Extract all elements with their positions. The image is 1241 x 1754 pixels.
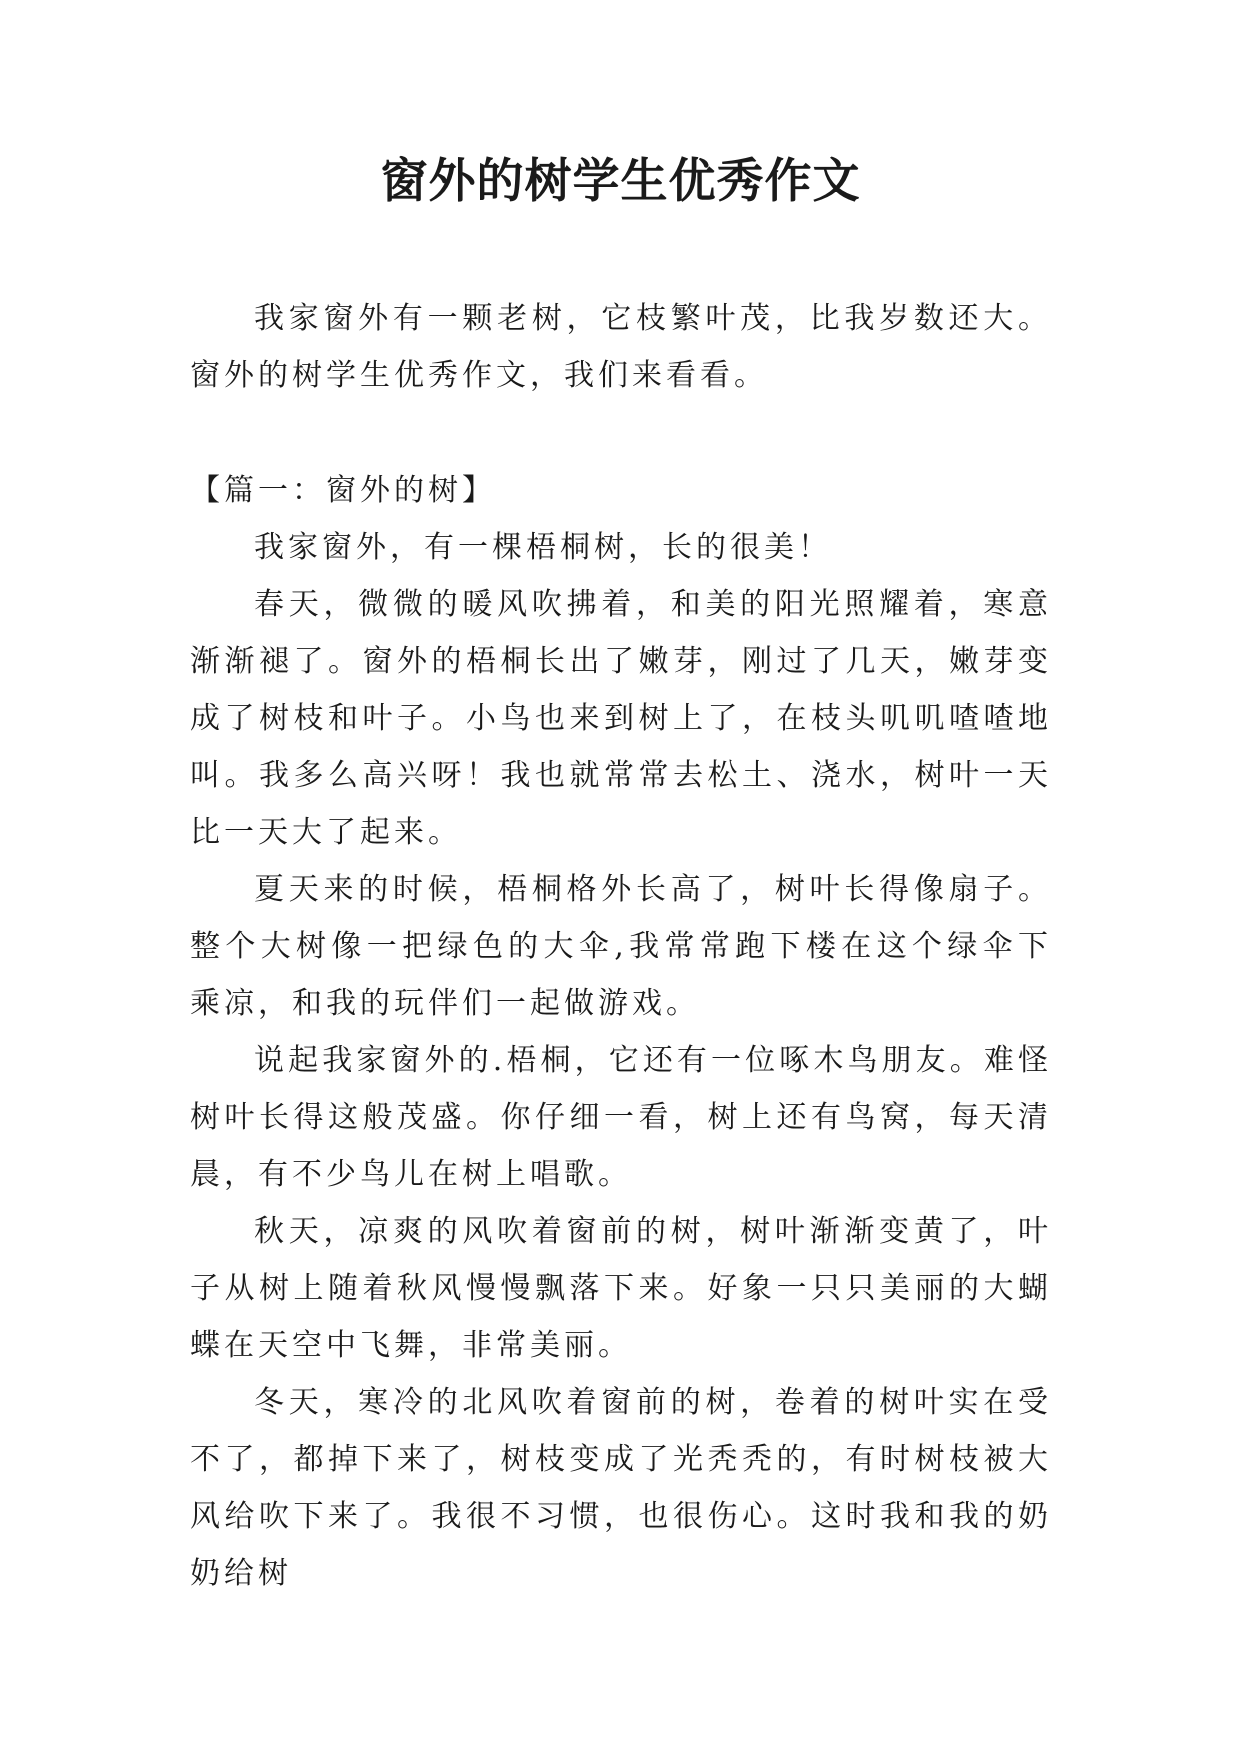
document-title: 窗外的树学生优秀作文 <box>380 154 861 209</box>
paragraph: 春天，微微的暖风吹拂着，和美的阳光照耀着，寒意渐渐褪了。窗外的梧桐长出了嫩芽，刚过了几天，嫩芽变成了树枝和叶子。小鸟也来到树上了，在枝头叽叽喳喳地叫。我多么高兴呀！我也就常常去松土、浇水，树叶一天比一天大了起来。 <box>190 587 1052 850</box>
paragraph: 说起我家窗外的.梧桐，它还有一位啄木鸟朋友。难怪树叶长得这般茂盛。你仔细一看，树上还有鸟窝，每天清晨，有不少鸟儿在树上唱歌。 <box>190 1043 1052 1192</box>
spacer <box>190 404 1052 462</box>
intro-paragraph: 我家窗外有一颗老树，它枝繁叶茂，比我岁数还大。窗外的树学生优秀作文，我们来看看。 <box>190 301 1052 393</box>
paragraph: 秋天，凉爽的风吹着窗前的树，树叶渐渐变黄了，叶子从树上随着秋风慢慢飘落下来。好象一只只美丽的大蝴蝶在天空中飞舞，非常美丽。 <box>190 1214 1052 1363</box>
paragraph: 夏天来的时候，梧桐格外长高了，树叶长得像扇子。整个大树像一把绿色的大伞,我常常跑下楼在这个绿伞下乘凉，和我的玩伴们一起做游戏。 <box>190 872 1052 1021</box>
paragraph: 我家窗外，有一棵梧桐树，长的很美！ <box>254 530 832 565</box>
paragraph: 冬天，寒冷的北风吹着窗前的树，卷着的树叶实在受不了，都掉下来了，树枝变成了光秃秃的，有时树枝被大风给吹下来了。我很不习惯，也很伤心。这时我和我的奶奶给树 <box>190 1385 1052 1591</box>
document-body <box>190 290 1052 1602</box>
section-heading: 【篇一：窗外的树】 <box>190 473 496 508</box>
